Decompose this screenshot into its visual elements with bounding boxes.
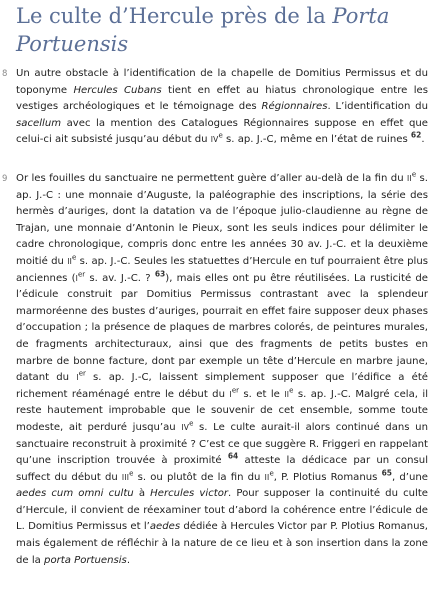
text-run: .: [126, 554, 131, 566]
paragraph-9: [16, 171, 428, 569]
roman-numeral: III: [121, 472, 130, 482]
title-text: Le culte d’Hercule près de la: [16, 4, 333, 28]
text-run: s. ap. J.-C, laissent simplement supposer que l’édifice a été richement réaménagé entre le début du: [16, 372, 428, 400]
superscript: er: [78, 369, 86, 378]
superscript: e: [289, 386, 294, 395]
text-run: tient en effet au hiatus chronologique entre les vestiges archéologiques et le témoignage des: [16, 84, 428, 113]
text-run: atteste la dédicace par un consul suffect du début du: [16, 455, 429, 483]
superscript: er: [231, 386, 240, 395]
text-run: , d’une: [392, 471, 428, 483]
footnote-link[interactable]: 63: [154, 269, 166, 279]
text-run: . Pour supposer la continuité du culte d’Hercule, il convient de réexaminer tout d’abord la cohérence entre l’édicule de L. Domitius Permissus et l’: [16, 488, 429, 533]
text-run: s. ap. J.-C. Malgré cela, il reste hautement improbable que le souvenir de cet ensemble, somme toute modeste, ait perduré jusqu’au: [16, 388, 429, 433]
superscript: er: [78, 270, 86, 279]
roman-numeral: II: [407, 174, 412, 183]
text-run: s. ap. J.-C. Seules les statuettes d’Hercule en tuf pourraient être plus anciennes (: [16, 255, 428, 284]
italic-run: Régionnaires: [261, 101, 328, 113]
italic-run: aedes cum omni cultu: [16, 488, 134, 500]
section-title: [16, 2, 436, 58]
superscript: e: [189, 419, 194, 428]
text-run: s. ou plutôt de la fin du: [133, 471, 265, 483]
text-run: s. ap. J.-C, même en l’état de ruines: [222, 134, 411, 146]
paragraph-8: [16, 66, 428, 149]
superscript: e: [72, 253, 77, 262]
italic-run: porta Portuensis: [44, 554, 127, 566]
footnote-link[interactable]: 62: [410, 131, 422, 141]
footnote-link[interactable]: 65: [381, 468, 393, 478]
text-run: s. ap. J.-C : une monnaie d’Auguste, la paléographie des inscriptions, la série des hermès d’auriges, dont la datation va de l’époque julio-claudienne au règne de Trajan, une monnaie d’Antonin le Pieux, sont les seuls indices pour délimiter le cadre chronologique, compris donc entre les années 30 av. J.-C. et la deuxième moitié du: [16, 173, 428, 267]
footnote-link[interactable]: 64: [227, 451, 239, 461]
italic-run: sacellum: [16, 117, 62, 129]
text-run: .: [421, 134, 425, 146]
text-run: Un autre obstacle à l’identification de la chapelle de Domitius Permissus et du toponyme: [16, 68, 428, 96]
roman-numeral: II: [264, 472, 270, 482]
italic-run: aedes: [149, 521, 181, 533]
roman-numeral: I: [229, 389, 232, 399]
text-run: s. Le culte aurait-il alors continué dans un sanctuaire reconstruit à proximité ? C’est ce que suggère R. Friggeri en rappelant qu’une inscription trouvée à proximité: [16, 421, 428, 467]
roman-numeral: I: [75, 273, 78, 283]
superscript: e: [269, 469, 274, 478]
roman-numeral: II: [284, 389, 290, 399]
roman-numeral: II: [67, 256, 73, 266]
roman-numeral: IV: [210, 135, 219, 145]
text-run: , P. Plotius Romanus: [273, 471, 382, 483]
text-run: avec la mention des Catalogues Régionnaires suppose en effet que celui-ci ait subsisté jusqu’au début du: [16, 117, 428, 146]
text-run: à: [133, 488, 151, 500]
text-run: . L’identification du: [327, 101, 428, 113]
roman-numeral: IV: [181, 422, 190, 432]
text-run: s. et le: [239, 388, 285, 400]
text-run: s. av. J.-C. ?: [85, 272, 155, 284]
text-run: Or les fouilles du sanctuaire ne permettent guère d’aller au-delà de la fin du: [16, 173, 407, 184]
italic-run: Hercules Cubans: [73, 84, 162, 96]
text-run: dédiée à Hercules Victor par P. Plotius Romanus, mais également de réfléchir à la nature de ce lieu et à son insertion dans la zone de la: [16, 521, 428, 566]
roman-numeral: I: [76, 373, 79, 383]
superscript: e: [218, 132, 223, 141]
superscript: e: [129, 469, 134, 478]
italic-run: Hercules victor: [150, 488, 229, 500]
superscript: e: [411, 170, 417, 179]
title-italic: Porta Portuensis: [16, 4, 390, 56]
text-run: ), mais elles ont pu être réutilisées. La rusticité de l’édicule construit par Domitius Permissus contrastant avec la splendeur marmoréenne des bustes d’auriges, pourrait en effet faire supposer deux phases d’occupation ; la présence de plaques de marbres colorés, de peintures murales, de fragments architecturaux, ainsi que des fragments de petits bustes en marbre de bonne facture, dont par exemple un tête d’Hercule en marbre jaune, datant du: [16, 272, 428, 384]
paragraph-number: 9: [2, 174, 8, 184]
paragraph-number: 8: [2, 69, 8, 79]
